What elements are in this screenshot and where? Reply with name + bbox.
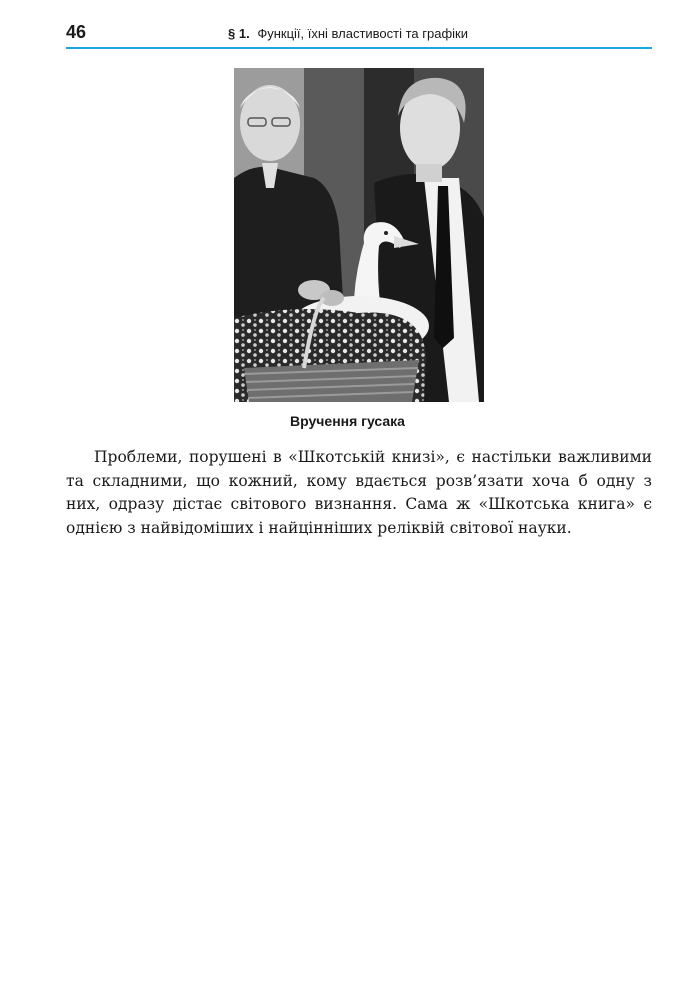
photo-illustration <box>234 68 484 402</box>
section-title: Функції, їхні властивості та графіки <box>257 26 468 41</box>
body-paragraph: Проблеми, порушені в «Шкотській книзі», є настільки важливими та складними, що кожний, кому вдається розв’язати хоча б одну з них, одразу дістає світового визнання. Сама ж «Шкотська книга» є однією з найвідоміших і найцінніших реліквій світової науки. <box>66 448 652 537</box>
photo-goose-presentation <box>234 68 484 402</box>
running-title <box>228 26 468 41</box>
figure-caption: Вручення гусака <box>290 413 405 429</box>
section-number: § 1. <box>228 26 250 41</box>
page-number: 46 <box>66 22 87 42</box>
header-rule <box>66 47 652 49</box>
page-header <box>66 20 652 48</box>
